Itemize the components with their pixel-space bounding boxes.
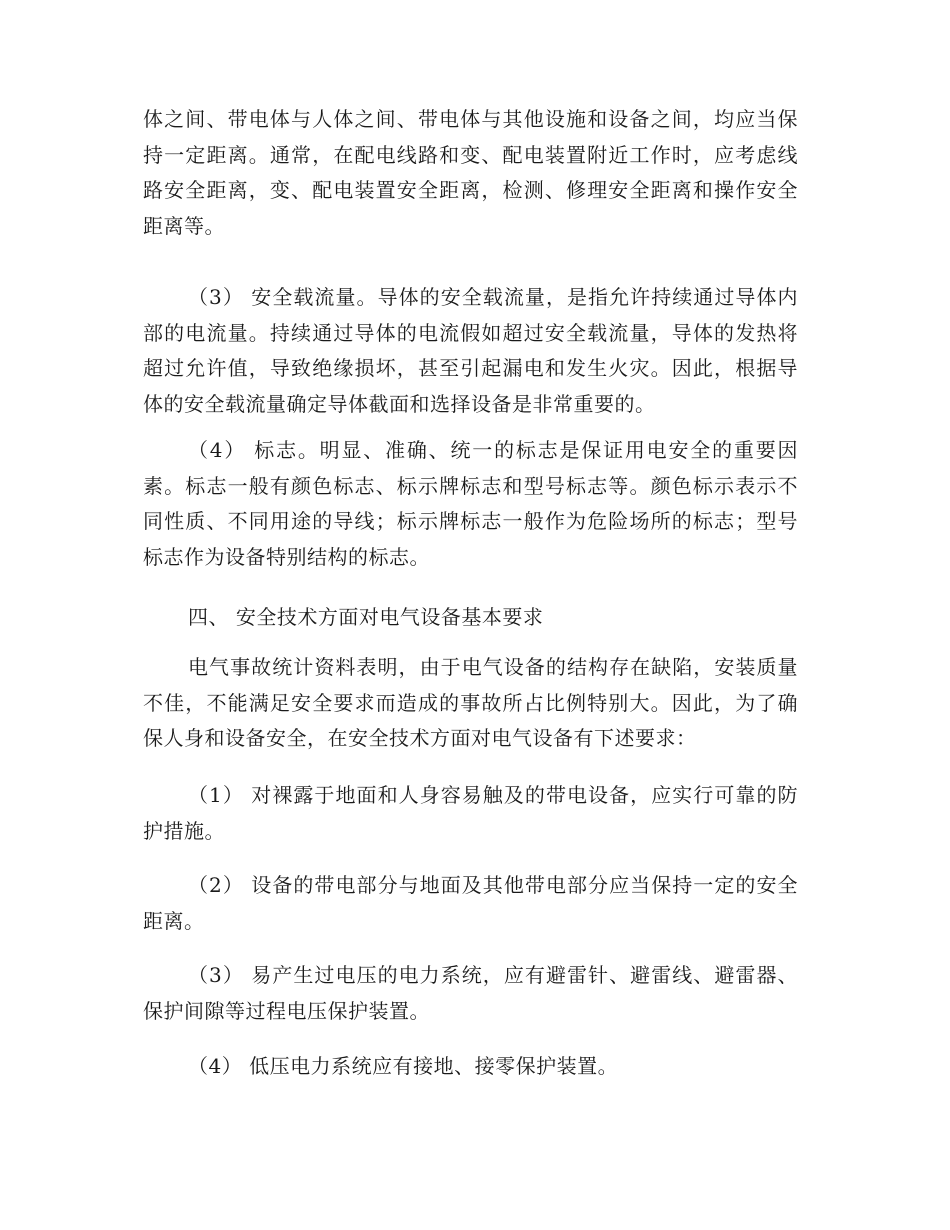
requirement-4: （4） 低压电力系统应有接地、接零保护装置。	[188, 1054, 619, 1078]
paragraph-intro-requirements: 电气事故统计资料表明，由于电气设备的结构存在缺陷，安装质量不佳，不能满足安全要求而造成的事故所占比例特别大。因此，为了确保人身和设备安全，在安全技术方面对电气设备有下述要求：	[143, 655, 798, 750]
paragraph-item-4-signs: （4） 标志。明显、准确、统一的标志是保证用电安全的重要因素。标志一般有颜色标志、标示牌标志和型号标志等。颜色标示表示不同性质、不同用途的导线；标示牌标志一般作为危险场所的标志；型号标志作为设备特别结构的标志。	[143, 438, 798, 569]
requirement-1: （1） 对裸露于地面和人身容易触及的带电设备，应实行可靠的防护措施。	[143, 783, 798, 843]
requirement-2: （2） 设备的带电部分与地面及其他带电部分应当保持一定的安全距离。	[143, 873, 798, 933]
section-heading-four: 四、 安全技术方面对电气设备基本要求	[188, 605, 544, 629]
paragraph-continuation: 体之间、带电体与人体之间、带电体与其他设施和设备之间，均应当保持一定距离。通常，在配电线路和变、配电装置附近工作时，应考虑线路安全距离，变、配电装置安全距离，检测、修理安全距离和操作安全距离等。	[143, 107, 798, 238]
requirement-3: （3） 易产生过电压的电力系统，应有避雷针、避雷线、避雷器、保护间隙等过程电压保护装置。	[143, 963, 798, 1023]
paragraph-item-3-safe-current: （3） 安全载流量。导体的安全载流量，是指允许持续通过导体内部的电流量。持续通过导体的电流假如超过安全载流量，导体的发热将超过允许值，导致绝缘损坏，甚至引起漏电和发生火灾。因此，根据导体的安全载流量确定导体截面和选择设备是非常重要的。	[143, 285, 798, 416]
